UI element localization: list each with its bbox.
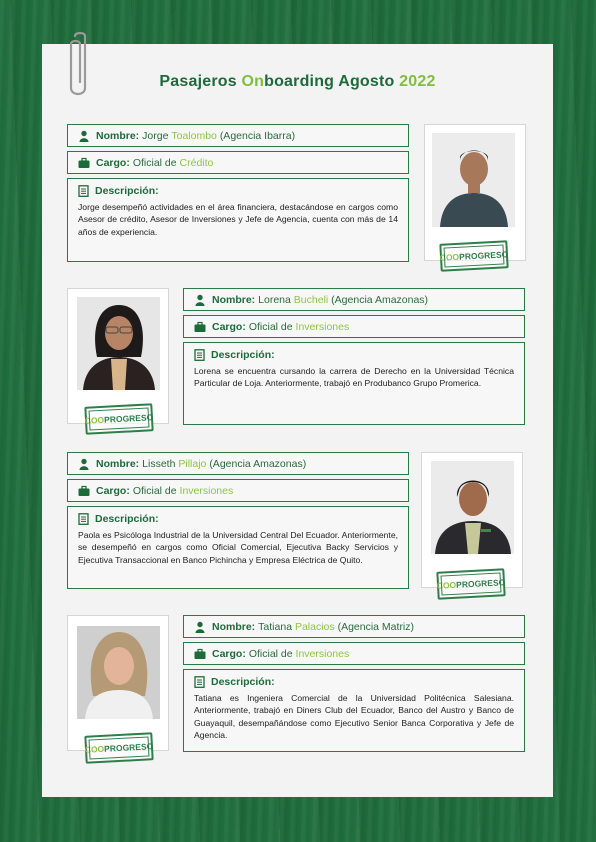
briefcase-icon (194, 321, 206, 333)
cooprogreso-stamp: COO PROGRESO (439, 240, 508, 272)
cooprogreso-stamp: COO PROGRESO (436, 568, 505, 600)
description-text: Paola es Psicóloga Industrial de la Universidad Central Del Ecuador. Anteriormente, se desempeñó en cargos como Oficial Comercial, Ejecutiva Backy Servicios y Ejecutiva Transaccional en Banco Pichincha y Empresa Eléctrica de Quito. (78, 530, 398, 565)
description-text: Lorena se encuentra cursando la carrera de Derecho en la Universidad Técnica Particular de Loja. Anteriormente, trabajó en Produbanco Grupo Promerica. (194, 366, 514, 389)
person-icon (78, 458, 90, 470)
person-icon (194, 621, 206, 633)
document-icon (78, 513, 89, 525)
description-box: Descripción: Jorge desempeñó actividades en el área financiera, destacándose en cargos como Asesor de crédito, Asesor de Inversiones y Jefe de Agencia, cuenta con más de 14 años de experiencia. (67, 178, 409, 262)
portrait-photo (77, 626, 160, 719)
page-title: Pasajeros Onboarding Agosto 2022 (159, 73, 436, 90)
person-icon (194, 294, 206, 306)
briefcase-icon (194, 648, 206, 660)
briefcase-icon (78, 157, 90, 169)
description-box: Descripción: Tatiana es Ingeniera Comercial de la Universidad Politécnica Salesiana. Anteriormente, trabajó en Diners Club del Ecuador, Banco del Austro y Banco de Guayaquil, desempañándose como Ejecutivo Senior Banca Corporativa y Jefe de Agencia. (183, 669, 525, 752)
portrait-photo (431, 461, 514, 554)
portrait-photo (77, 297, 160, 390)
name-field: Nombre: Lorena Bucheli (Agencia Amazonas) (183, 288, 525, 311)
cooprogreso-stamp: COO PROGRESO (84, 403, 153, 435)
role-field: Cargo: Oficial de Crédito (67, 151, 409, 174)
description-box: Descripción: Lorena se encuentra cursando la carrera de Derecho en la Universidad Técnica Particular de Loja. Anteriormente, trabajó en Produbanco Grupo Promerica. (183, 342, 525, 425)
role-field: Cargo: Oficial de Inversiones (183, 315, 525, 338)
role-field: Cargo: Oficial de Inversiones (183, 642, 525, 665)
description-text: Tatiana es Ingeniera Comercial de la Universidad Politécnica Salesiana. Anteriormente, trabajó en Diners Club del Ecuador, Banco del Austro y Banco de Guayaquil, desempañándose como Ejecutivo Senior Banca Corporativa y Jefe de Agencia. (194, 693, 514, 741)
name-field: Nombre: Tatiana Palacios (Agencia Matriz) (183, 615, 525, 638)
person-icon (78, 130, 90, 142)
document-icon (194, 676, 205, 688)
name-field: Nombre: Jorge Toalombo (Agencia Ibarra) (67, 124, 409, 147)
cooprogreso-stamp: COO PROGRESO (84, 732, 153, 764)
briefcase-icon (78, 485, 90, 497)
document-icon (194, 349, 205, 361)
description-box: Descripción: Paola es Psicóloga Industrial de la Universidad Central Del Ecuador. Anteriormente, se desempeñó en cargos como Oficial Comercial, Ejecutiva Backy Servicios y Ejecutiva Transaccional en Banco Pichincha y Empresa Eléctrica de Quito. (67, 506, 409, 589)
name-field: Nombre: Lisseth Pillajo (Agencia Amazonas) (67, 452, 409, 475)
role-field: Cargo: Oficial de Inversiones (67, 479, 409, 502)
portrait-photo (432, 133, 515, 227)
description-text: Jorge desempeñó actividades en el área financiera, destacándose en cargos como Asesor de crédito, Asesor de Inversiones y Jefe de Agencia, cuenta con más de 14 años de experiencia. (78, 202, 398, 237)
document-icon (78, 185, 89, 197)
